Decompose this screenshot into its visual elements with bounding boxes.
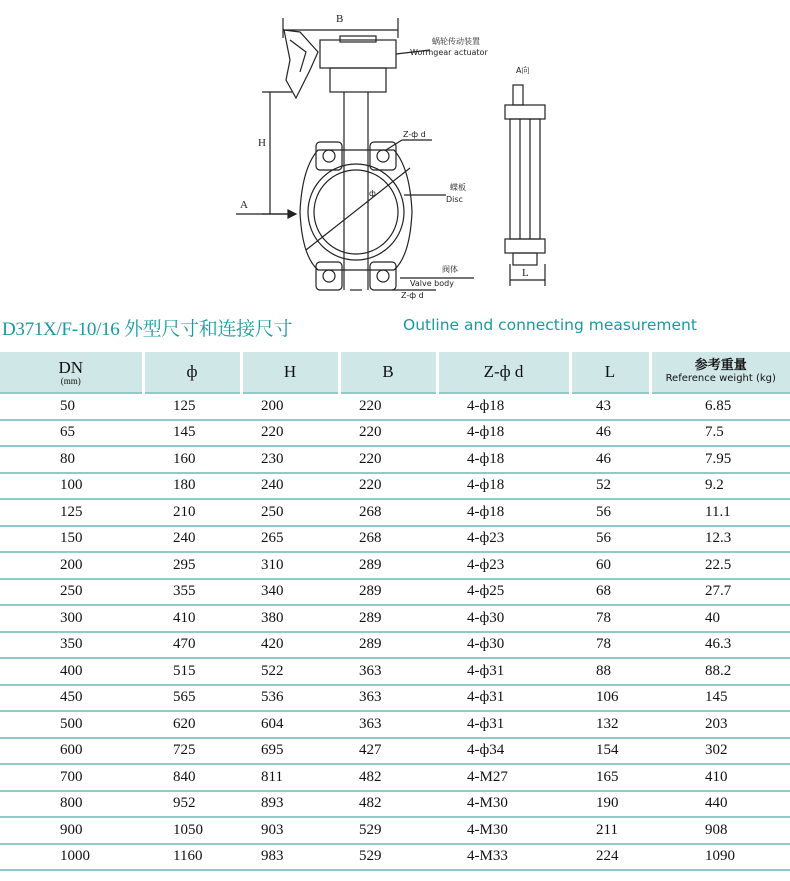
body-label-cn: 阀体 [442,265,458,274]
header-weight-cn: 参考重量 [694,358,747,373]
cell-zphid: 4-ф30 [437,632,570,659]
cell-dn: 100 [0,473,143,500]
cell-b: 363 [339,685,437,712]
cell-h: 522 [241,658,339,685]
cell-phi: 240 [143,526,241,553]
cell-dn: 65 [0,420,143,447]
table-row [0,844,790,871]
cell-weight: 11.1 [650,499,790,526]
cell-b: 529 [339,817,437,844]
cell-h: 230 [241,446,339,473]
cell-dn: 600 [0,738,143,765]
zphid-bottom-label: Z-ф d [401,291,424,300]
cell-zphid: 4-ф31 [437,658,570,685]
cell-h: 265 [241,526,339,553]
cell-b: 268 [339,526,437,553]
header-dn-label: DN [58,357,84,377]
cell-zphid: 4-ф25 [437,579,570,606]
cell-l: 43 [570,393,650,420]
cell-l: 78 [570,605,650,632]
cell-phi: 125 [143,393,241,420]
cell-weight: 302 [650,738,790,765]
cell-phi: 565 [143,685,241,712]
butterfly-valve-diagram [0,0,790,305]
cell-h: 903 [241,817,339,844]
cell-weight: 46.3 [650,632,790,659]
actuator-label-cn: 蜗轮传动装置 [432,37,480,46]
cell-phi: 145 [143,420,241,447]
table-row [0,393,790,420]
cell-weight: 27.7 [650,579,790,606]
table-row [0,579,790,606]
cell-zphid: 4-ф18 [437,446,570,473]
header-b: B [339,352,437,393]
zphid-top-label: Z-ф d [403,130,426,139]
cell-phi: 620 [143,711,241,738]
view-a-label: A向 [516,66,530,75]
cell-h: 420 [241,632,339,659]
table-row [0,420,790,447]
cell-weight: 7.5 [650,420,790,447]
cell-dn: 1000 [0,844,143,871]
cell-h: 250 [241,499,339,526]
cell-phi: 180 [143,473,241,500]
phi-mark: ф [369,189,376,198]
cell-b: 220 [339,393,437,420]
header-dn [0,352,143,393]
cell-phi: 840 [143,764,241,791]
cell-zphid: 4-ф34 [437,738,570,765]
cell-phi: 160 [143,446,241,473]
cell-zphid: 4-ф30 [437,605,570,632]
table-row [0,605,790,632]
table-row [0,817,790,844]
cell-h: 310 [241,552,339,579]
cell-phi: 410 [143,605,241,632]
cell-phi: 1050 [143,817,241,844]
dimensions-table [0,352,790,871]
cell-l: 106 [570,685,650,712]
dim-l-label: L [522,267,529,279]
cell-l: 224 [570,844,650,871]
header-h: H [241,352,339,393]
cell-b: 289 [339,579,437,606]
cell-h: 893 [241,791,339,818]
title-english: Outline and connecting measurement [403,316,697,334]
cell-phi: 210 [143,499,241,526]
cell-weight: 12.3 [650,526,790,553]
header-zphid: Z-ф d [437,352,570,393]
cell-b: 220 [339,446,437,473]
table-row [0,446,790,473]
cell-phi: 470 [143,632,241,659]
cell-dn: 400 [0,658,143,685]
cell-zphid: 4-M27 [437,764,570,791]
cell-b: 220 [339,473,437,500]
cell-weight: 145 [650,685,790,712]
header-l: L [570,352,650,393]
cell-l: 68 [570,579,650,606]
table-row [0,526,790,553]
cell-l: 56 [570,526,650,553]
cell-zphid: 4-M30 [437,817,570,844]
header-weight [650,352,790,393]
cell-b: 268 [339,499,437,526]
table-row [0,552,790,579]
cell-zphid: 4-ф31 [437,711,570,738]
cell-phi: 355 [143,579,241,606]
table-row [0,632,790,659]
cell-dn: 350 [0,632,143,659]
cell-weight: 203 [650,711,790,738]
cell-weight: 908 [650,817,790,844]
cell-l: 211 [570,817,650,844]
cell-dn: 80 [0,446,143,473]
cell-zphid: 4-ф18 [437,393,570,420]
cell-dn: 800 [0,791,143,818]
cell-h: 240 [241,473,339,500]
cell-h: 536 [241,685,339,712]
arrow-a-label: A [240,199,248,211]
cell-phi: 952 [143,791,241,818]
cell-dn: 450 [0,685,143,712]
cell-weight: 1090 [650,844,790,871]
cell-b: 427 [339,738,437,765]
table-row [0,764,790,791]
cell-weight: 410 [650,764,790,791]
cell-h: 604 [241,711,339,738]
cell-phi: 515 [143,658,241,685]
cell-zphid: 4-ф31 [437,685,570,712]
cell-b: 363 [339,711,437,738]
cell-dn: 150 [0,526,143,553]
table-row [0,711,790,738]
cell-zphid: 4-ф18 [437,499,570,526]
header-phi: ф [143,352,241,393]
cell-b: 289 [339,632,437,659]
cell-dn: 200 [0,552,143,579]
cell-b: 529 [339,844,437,871]
table-row [0,791,790,818]
cell-phi: 725 [143,738,241,765]
cell-zphid: 4-M30 [437,791,570,818]
cell-h: 340 [241,579,339,606]
cell-phi: 1160 [143,844,241,871]
cell-b: 363 [339,658,437,685]
header-dn-unit: (mm) [60,375,81,386]
cell-dn: 700 [0,764,143,791]
cell-weight: 9.2 [650,473,790,500]
cell-h: 983 [241,844,339,871]
cell-zphid: 4-M33 [437,844,570,871]
cell-h: 380 [241,605,339,632]
cell-b: 289 [339,552,437,579]
title-chinese: D371X/F-10/16 外型尺寸和连接尺寸 [2,319,293,340]
cell-weight: 440 [650,791,790,818]
cell-b: 482 [339,791,437,818]
cell-l: 60 [570,552,650,579]
body-label-en: Valve body [410,279,454,288]
disc-label-cn: 蝶板 [450,183,466,192]
cell-l: 78 [570,632,650,659]
cell-b: 220 [339,420,437,447]
cell-zphid: 4-ф18 [437,420,570,447]
actuator-label-en: Wormgear actuator [410,48,488,57]
cell-zphid: 4-ф18 [437,473,570,500]
valve-drawing [0,0,790,305]
cell-l: 88 [570,658,650,685]
cell-l: 154 [570,738,650,765]
cell-l: 132 [570,711,650,738]
cell-phi: 295 [143,552,241,579]
dim-b-label: B [336,13,344,25]
cell-l: 46 [570,446,650,473]
header-weight-en: Reference weight (kg) [665,373,776,384]
cell-h: 811 [241,764,339,791]
cell-l: 52 [570,473,650,500]
disc-label-en: Disc [446,195,463,204]
table-row [0,473,790,500]
cell-weight: 40 [650,605,790,632]
table-row [0,738,790,765]
table-row [0,658,790,685]
cell-h: 200 [241,393,339,420]
dim-h-label: H [258,137,266,149]
cell-dn: 50 [0,393,143,420]
cell-weight: 6.85 [650,393,790,420]
cell-dn: 900 [0,817,143,844]
cell-dn: 125 [0,499,143,526]
cell-weight: 22.5 [650,552,790,579]
cell-l: 165 [570,764,650,791]
cell-weight: 7.95 [650,446,790,473]
cell-zphid: 4-ф23 [437,552,570,579]
table-row [0,499,790,526]
cell-weight: 88.2 [650,658,790,685]
cell-l: 56 [570,499,650,526]
section-title [0,312,790,340]
cell-l: 46 [570,420,650,447]
table-header-row [0,352,790,393]
table-body [0,393,790,870]
cell-zphid: 4-ф23 [437,526,570,553]
cell-b: 289 [339,605,437,632]
cell-l: 190 [570,791,650,818]
cell-h: 220 [241,420,339,447]
cell-dn: 250 [0,579,143,606]
cell-dn: 300 [0,605,143,632]
cell-dn: 500 [0,711,143,738]
cell-h: 695 [241,738,339,765]
table-row [0,685,790,712]
cell-b: 482 [339,764,437,791]
